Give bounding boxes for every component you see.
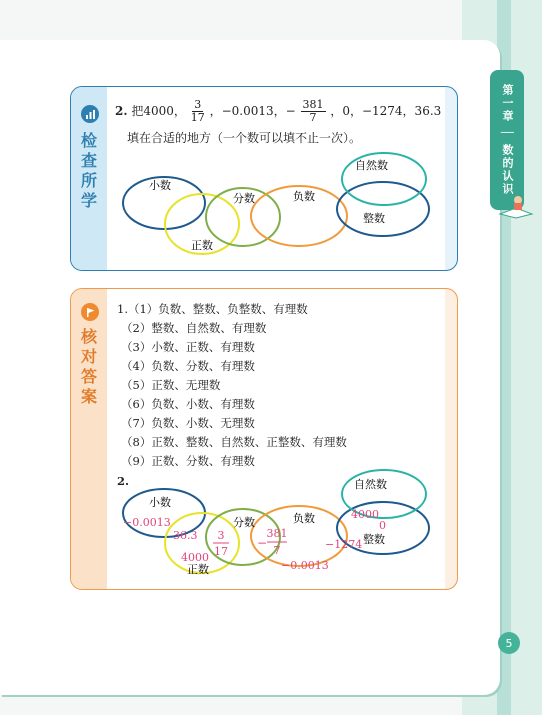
- fraction-3-17: $\frac{3}{17}$: [190, 98, 205, 124]
- venn-diagram-answer: [107, 469, 447, 587]
- answer-q2-number: 2.: [117, 474, 130, 488]
- answer-line: （3）小数、正数、有理数: [121, 340, 255, 354]
- venn-label-negative: 负数: [293, 190, 315, 203]
- answer-line: （9）正数、分数、有理数: [121, 454, 255, 468]
- value-neg-fraction-num: 381: [266, 527, 288, 540]
- venn-label-positive: 正数: [191, 239, 213, 252]
- venn-label-small: 小数: [149, 496, 171, 509]
- chart-icon: [81, 105, 99, 123]
- venn-diagram-blank: [107, 147, 447, 269]
- answer-line: 1.（1）负数、整数、负整数、有理数: [117, 302, 308, 316]
- chapter-tab[interactable]: 第一章 │ 数的认识: [490, 70, 524, 210]
- value-natural-integer-2: 0: [379, 519, 386, 532]
- venn-label-negative: 负数: [293, 512, 315, 525]
- venn-label-integer: 整数: [363, 533, 385, 546]
- venn-label-small: 小数: [149, 179, 171, 192]
- value-fraction-num: 3: [217, 529, 225, 542]
- check-section-title: 检查所学: [80, 131, 97, 210]
- venn-label-integer: 整数: [363, 212, 385, 225]
- venn-integer-circle: [337, 182, 429, 236]
- page-number: 5: [498, 632, 520, 654]
- answer-line: （4）负数、分数、有理数: [121, 359, 255, 373]
- flag-icon: [81, 303, 99, 321]
- answer-line: （7）负数、小数、无理数: [121, 416, 255, 430]
- venn-label-positive: 正数: [187, 563, 209, 576]
- venn-label-natural: 自然数: [354, 478, 387, 491]
- value-small-positive: 36.3: [173, 529, 198, 542]
- value-neg-fraction-den: 7: [273, 544, 281, 557]
- check-section: [70, 86, 458, 271]
- chapter-label: 第一章: [501, 84, 514, 124]
- value-neg-fraction-sign: −: [257, 536, 268, 550]
- question-2-line2: 填在合适的地方（一个数可以填不止一次）。: [127, 131, 362, 145]
- answer-line: （5）正数、无理数: [121, 378, 221, 392]
- value-neg-small: −0.0013: [281, 559, 329, 572]
- question-2-line1: 2. 把4000， $\frac{3}{17}$ ，−0.0013，− $\frac{381}{7}$ ，0，−1274，36.3: [115, 98, 442, 124]
- topic-label: 数的认识: [501, 143, 514, 196]
- venn-label-natural: 自然数: [355, 159, 388, 172]
- answer-line: （2）整数、自然数、有理数: [121, 321, 267, 335]
- venn-label-fraction: 分数: [233, 516, 255, 529]
- answer-line: （6）负数、小数、有理数: [121, 397, 255, 411]
- value-fraction-den: 17: [214, 545, 228, 558]
- venn-label-fraction: 分数: [233, 192, 255, 205]
- value-natural-integer-1: 4000: [351, 508, 379, 521]
- fraction-381-7: $\frac{381}{7}$: [302, 98, 324, 124]
- value-neg-integer: −1274: [325, 538, 363, 551]
- answer-section: [70, 288, 458, 590]
- value-small-only: −0.0013: [123, 516, 171, 529]
- value-positive-only: 4000: [181, 551, 209, 564]
- answer-line: （8）正数、整数、自然数、正整数、有理数: [121, 435, 347, 449]
- reading-child-icon: [496, 190, 536, 220]
- answer-section-title: 核对答案: [80, 327, 97, 406]
